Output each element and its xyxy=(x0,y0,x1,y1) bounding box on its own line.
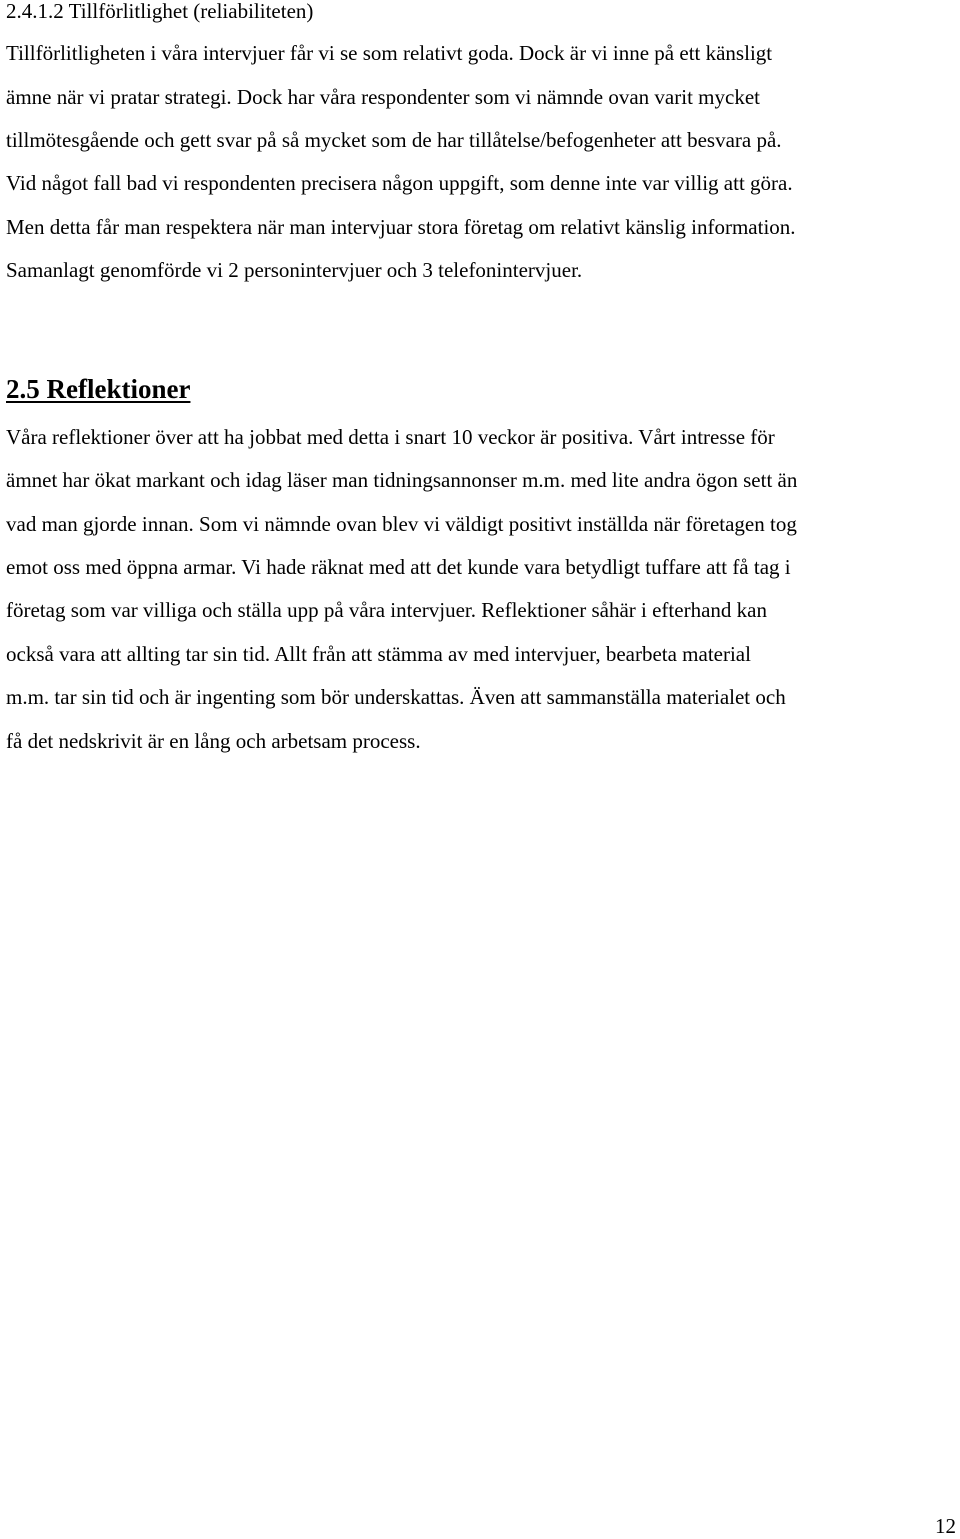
paragraph-line: få det nedskrivit är en lång och arbetsam process. xyxy=(6,729,421,753)
paragraph-line: också vara att allting tar sin tid. Allt från att stämma av med intervjuer, bearbeta material xyxy=(6,642,751,666)
paragraph-line: Tillförlitligheten i våra intervjuer får vi se som relativt goda. Dock är vi inne på ett känsligt xyxy=(6,41,773,65)
section-heading-reliability: 2.4.1.2 Tillförlitlighet (reliabiliteten) xyxy=(6,0,314,23)
paragraph-line: ämnet har ökat markant och idag läser man tidningsannonser m.m. med lite andra ögon sett än xyxy=(6,468,798,492)
paragraph-line: emot oss med öppna armar. Vi hade räknat med att det kunde vara betydligt tuffare att få tag i xyxy=(6,555,791,579)
paragraph-line: företag som var villiga och ställa upp på våra intervjuer. Reflektioner såhär i efterhand kan xyxy=(6,598,767,622)
paragraph-line: Samanlagt genomförde vi 2 personintervjuer och 3 telefonintervjuer. xyxy=(6,258,583,282)
page-number: 12 xyxy=(935,1514,956,1538)
paragraph-line: Men detta får man respektera när man intervjuar stora företag om relativt känslig information. xyxy=(6,215,796,239)
paragraph-line: Våra reflektioner över att ha jobbat med detta i snart 10 veckor är positiva. Vårt intresse för xyxy=(6,425,775,449)
paragraph-line: ämne när vi pratar strategi. Dock har våra respondenter som vi nämnde ovan varit mycket xyxy=(6,85,760,109)
paragraph-line: tillmötesgående och gett svar på så mycket som de har tillåtelse/befogenheter att besvara på. xyxy=(6,128,782,152)
section-heading-reflections: 2.5 Reflektioner xyxy=(6,374,191,404)
paragraph-line: m.m. tar sin tid och är ingenting som bör underskattas. Även att sammanställa materialet och xyxy=(6,685,786,709)
paragraph-line: Vid något fall bad vi respondenten precisera någon uppgift, som denne inte var villig att göra. xyxy=(6,171,793,195)
paragraph-line: vad man gjorde innan. Som vi nämnde ovan blev vi väldigt positivt inställda när företagen tog xyxy=(6,512,797,536)
